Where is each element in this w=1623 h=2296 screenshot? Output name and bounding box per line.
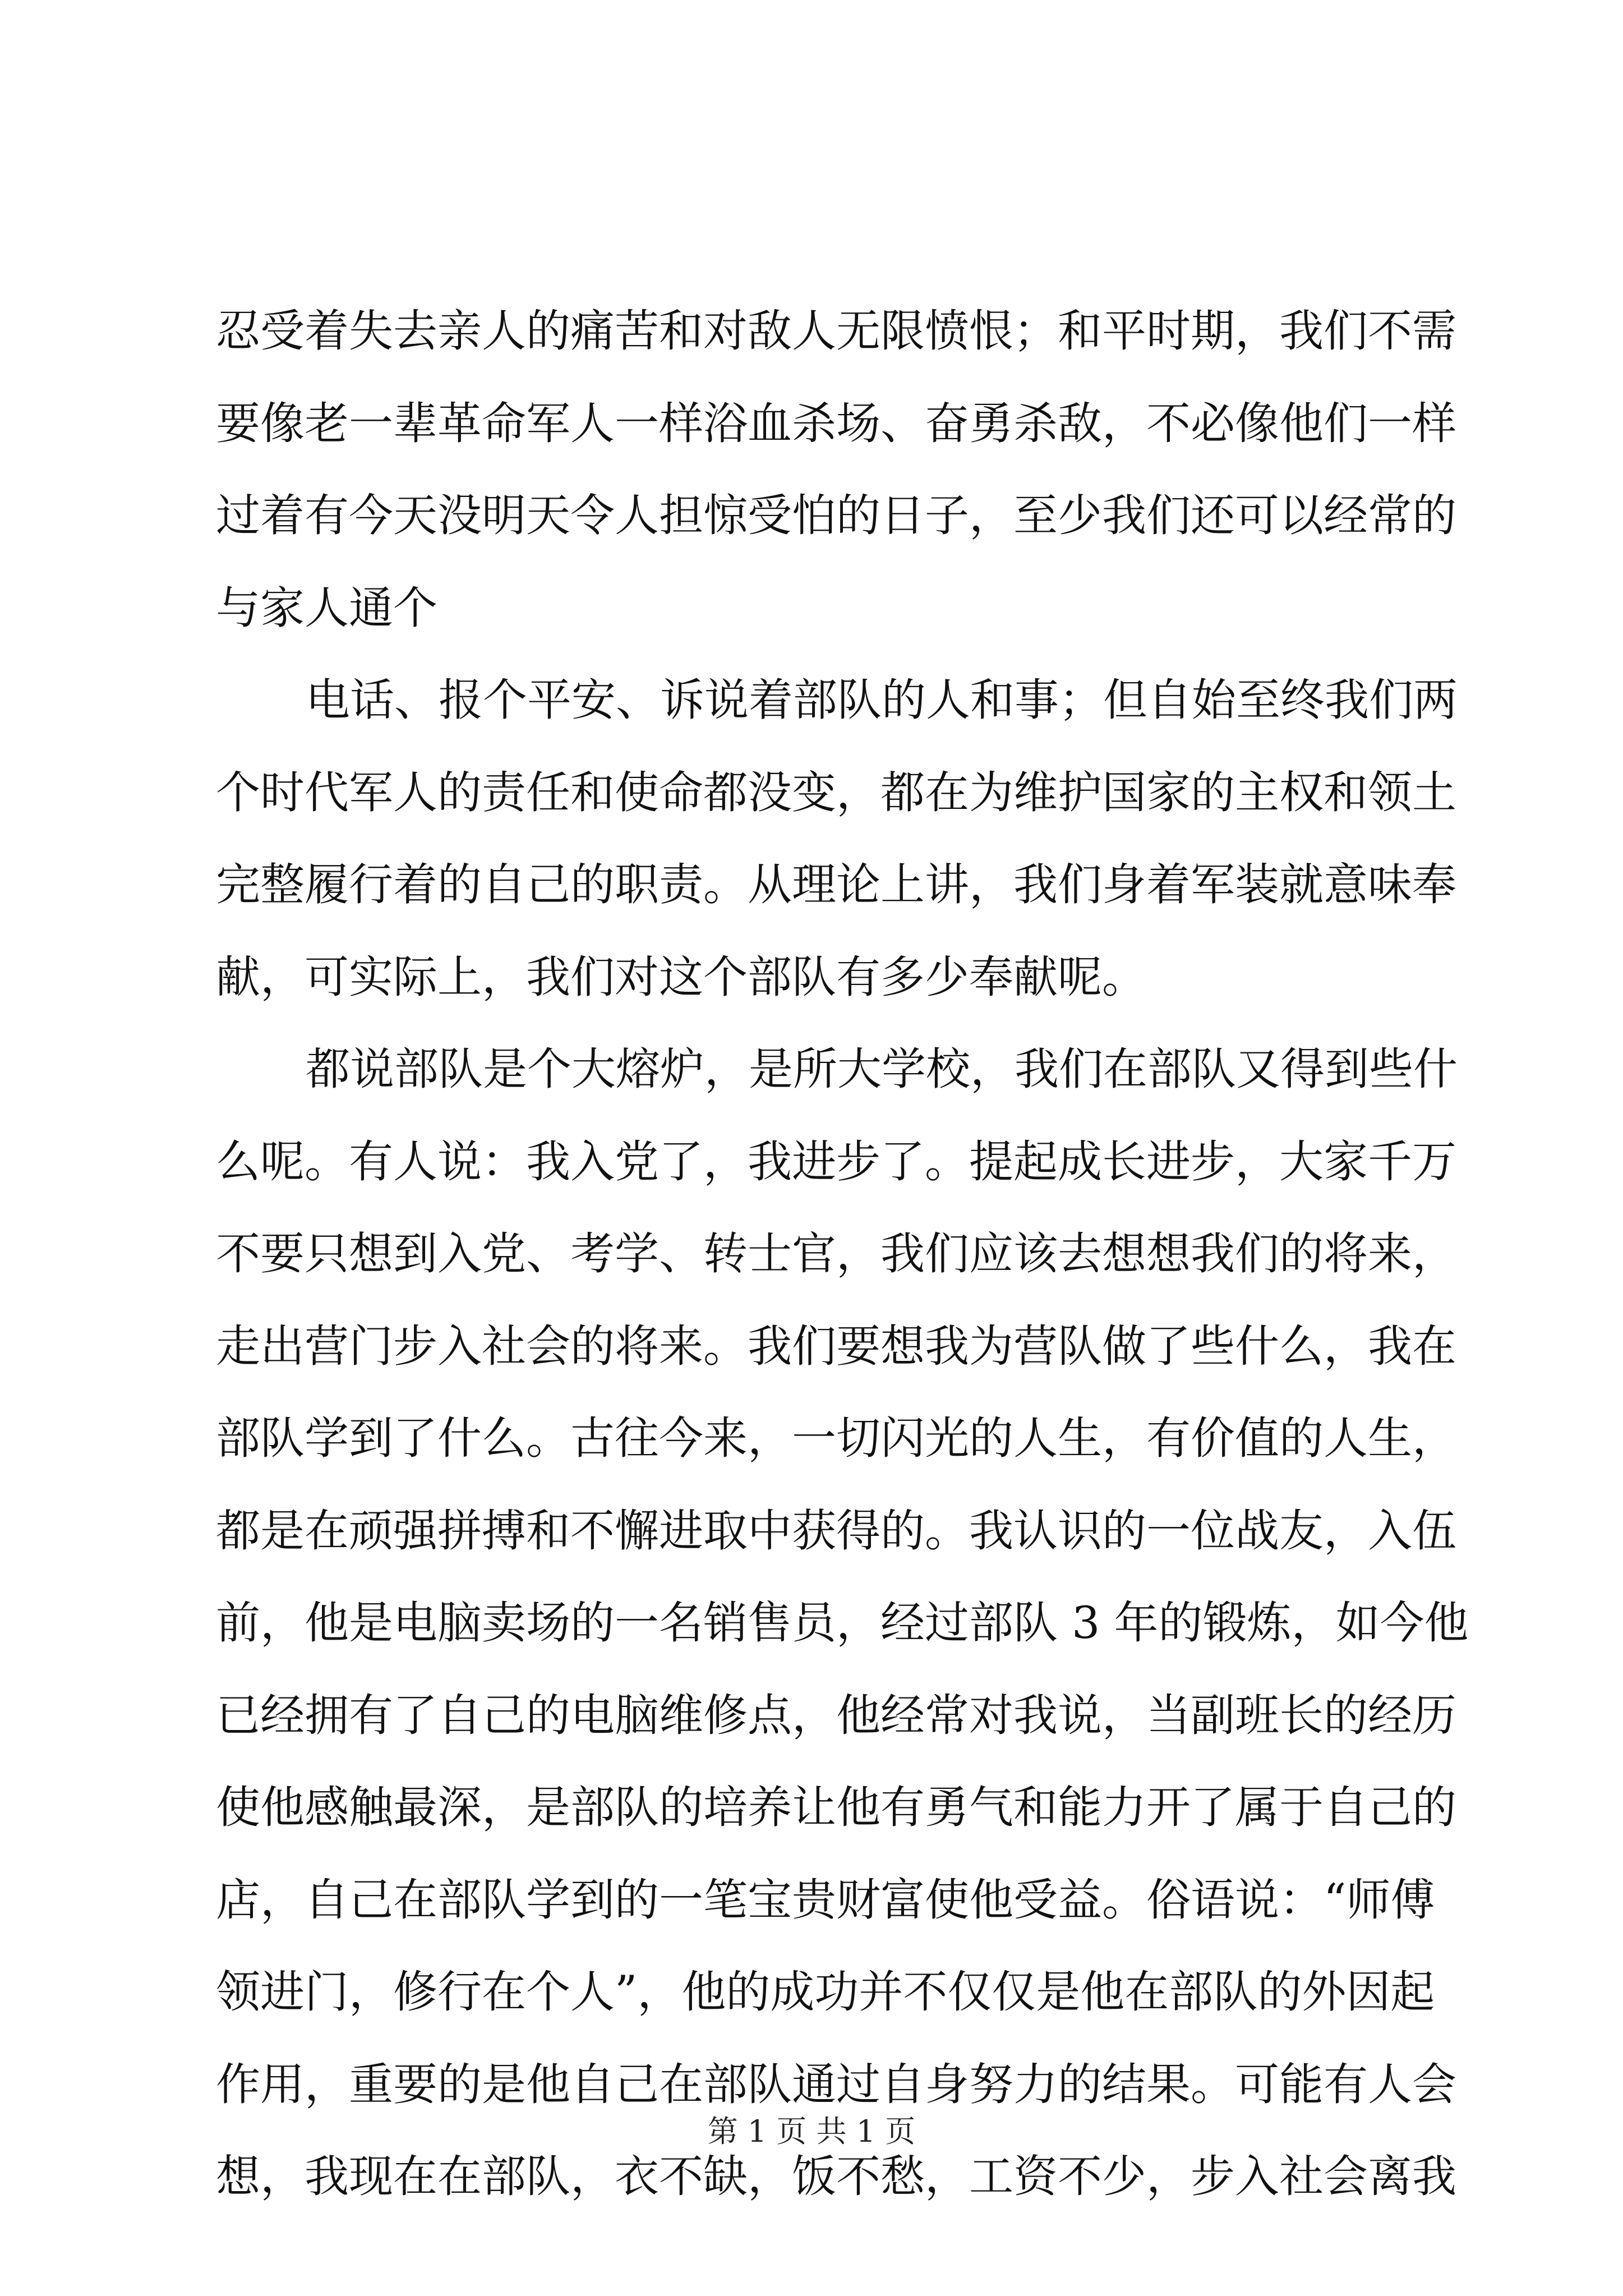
paragraph-3-line-5: 部队学到了什么。古往今来，一切闪光的人生，有价值的人生， [216, 1412, 1456, 1464]
paragraph-3-line-11: 领进门，修行在个人”，他的成功并不仅仅是他在部队的外因起 [216, 1966, 1435, 2018]
paragraph-3-line-13: 想，我现在在部队，衣不缺，饭不愁，工资不少，步入社会离我 [216, 2151, 1456, 2202]
paragraph-2-line-3: 完整履行着的自己的职责。从理论上讲，我们身着军装就意味奉 [216, 859, 1456, 910]
paragraph-2-line-2: 个时代军人的责任和使命都没变，都在为维护国家的主权和领土 [216, 766, 1456, 818]
paragraph-3-line-8: 已经拥有了自己的电脑维修点，他经常对我说，当副班长的经历 [216, 1689, 1456, 1741]
paragraph-3-line-1: 都说部队是个大熔炉，是所大学校，我们在部队又得到些什 [306, 1043, 1458, 1095]
paragraph-3-line-6: 都是在顽强拼搏和不懈进取中获得的。我认识的一位战友，入伍 [216, 1504, 1456, 1557]
text-line-2: 要像老一辈革命军人一样浴血杀场、奋勇杀敌，不必像他们一样 [216, 397, 1456, 449]
paragraph-3-line-2: 么呢。有人说：我入党了，我进步了。提起成长进步，大家千万 [216, 1135, 1456, 1188]
text-line-3: 过着有今天没明天令人担惊受怕的日子，至少我们还可以经常的 [216, 490, 1456, 541]
paragraph-3-line-9: 使他感触最深，是部队的培养让他有勇气和能力开了属于自己的 [216, 1782, 1456, 1833]
page-footer: 第 1 页 共 1 页 [707, 2114, 916, 2149]
paragraph-2-line-4: 献，可实际上，我们对这个部队有多少奉献呢。 [216, 951, 1146, 1003]
text-line-4: 与家人通个 [216, 582, 437, 634]
paragraph-3-line-4: 走出营门步入社会的将来。我们要想我为营队做了些什么，我在 [216, 1320, 1456, 1372]
paragraph-3-line-3: 不要只想到入党、考学、转士官，我们应该去想想我们的将来， [216, 1228, 1456, 1280]
paragraph-2-line-1: 电话、报个平安、诉说着部队的人和事；但自始至终我们两 [306, 674, 1458, 726]
paragraph-3-line-10: 店，自己在部队学到的一笔宝贵财富使他受益。俗语说：“师傅 [216, 1874, 1435, 1926]
paragraph-3-line-12: 作用，重要的是他自己在部队通过自身努力的结果。可能有人会 [216, 2058, 1456, 2110]
paragraph-3-line-7: 前，他是电脑卖场的一名销售员，经过部队 3 年的锻炼，如今他 [216, 1597, 1469, 1649]
text-line-1: 忍受着失去亲人的痛苦和对敌人无限愤恨；和平时期，我们不需 [216, 305, 1456, 357]
